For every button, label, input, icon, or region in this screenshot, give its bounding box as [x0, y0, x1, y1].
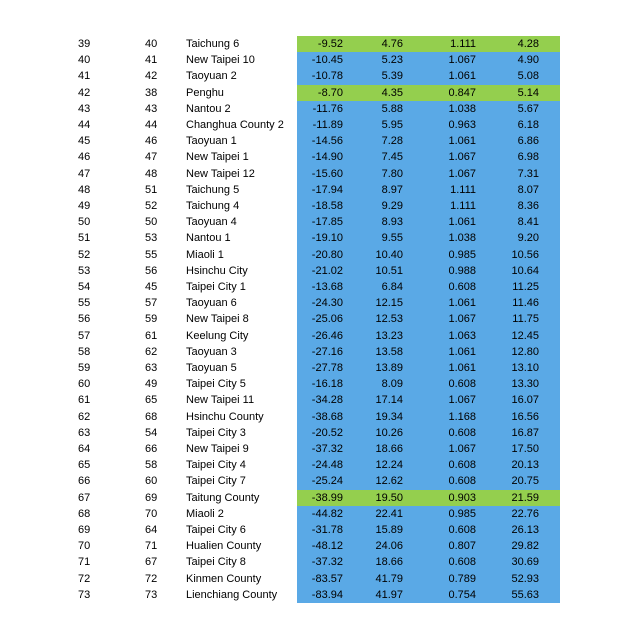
table-row — [0, 68, 620, 84]
value3-cell: 1.067 — [448, 167, 476, 180]
previous-rank-cell: 57 — [145, 297, 158, 310]
previous-rank-cell: 73 — [145, 588, 158, 601]
value1-cell: -83.57 — [311, 572, 343, 585]
previous-rank-cell: 63 — [145, 362, 158, 374]
district-name-cell: Taipei City 6 — [186, 524, 246, 536]
value1-cell: -20.80 — [311, 248, 343, 261]
district-name-cell: New Taipei 1 — [186, 151, 249, 164]
value1-cell: -44.82 — [311, 507, 343, 520]
table-row — [0, 166, 620, 182]
value2-cell: 19.34 — [375, 410, 403, 423]
value1-cell: -10.45 — [311, 54, 343, 67]
value3-cell: 0.608 — [448, 556, 476, 569]
table-row — [0, 149, 620, 165]
value4-cell: 17.50 — [511, 443, 539, 455]
value3-cell: 1.067 — [448, 443, 476, 455]
rank-cell: 58 — [78, 345, 91, 358]
rank-cell: 49 — [78, 200, 91, 212]
rank-cell: 68 — [78, 507, 91, 520]
previous-rank-cell: 46 — [145, 135, 158, 148]
table-row — [0, 133, 620, 149]
table-row — [0, 409, 620, 425]
value3-cell: 0.985 — [448, 248, 476, 261]
district-name-cell: Miaoli 1 — [186, 248, 224, 261]
rank-cell: 57 — [78, 329, 91, 342]
value2-cell: 7.28 — [381, 135, 403, 148]
table-row — [0, 344, 620, 360]
value3-cell: 1.067 — [448, 394, 476, 407]
value4-cell: 21.59 — [511, 491, 539, 504]
value3-cell: 0.963 — [448, 119, 476, 131]
table-row — [0, 490, 620, 506]
table-row — [0, 295, 620, 311]
rank-cell: 56 — [78, 313, 91, 326]
rank-cell: 73 — [78, 588, 91, 601]
value4-cell: 10.56 — [511, 248, 539, 261]
value3-cell: 1.061 — [448, 70, 476, 83]
rank-cell: 52 — [78, 248, 91, 261]
rank-cell: 59 — [78, 362, 91, 374]
previous-rank-cell: 60 — [145, 475, 158, 488]
value4-cell: 12.80 — [511, 345, 539, 358]
value4-cell: 55.63 — [511, 588, 539, 601]
value2-cell: 8.93 — [381, 216, 403, 229]
table-row — [0, 311, 620, 327]
district-name-cell: Taoyuan 6 — [186, 297, 237, 310]
value2-cell: 10.51 — [375, 264, 403, 277]
rank-cell: 53 — [78, 264, 91, 277]
value4-cell: 11.25 — [512, 281, 539, 293]
table-row — [0, 441, 620, 457]
district-name-cell: Hsinchu County — [186, 410, 264, 423]
value3-cell: 1.061 — [448, 135, 476, 148]
district-name-cell: Taichung 4 — [186, 200, 240, 212]
rank-cell: 61 — [78, 394, 91, 407]
table-row — [0, 554, 620, 570]
value1-cell: -25.06 — [311, 313, 343, 326]
value3-cell: 1.067 — [448, 313, 476, 326]
value4-cell: 8.41 — [517, 216, 539, 229]
table-row — [0, 506, 620, 522]
value4-cell: 13.10 — [511, 362, 539, 374]
value3-cell: 0.903 — [448, 491, 476, 504]
value1-cell: -24.30 — [311, 297, 343, 310]
table-row — [0, 36, 620, 52]
district-name-cell: Nantou 2 — [186, 102, 231, 115]
value1-cell: -20.52 — [311, 426, 343, 439]
value1-cell: -9.52 — [317, 38, 343, 50]
previous-rank-cell: 58 — [145, 459, 158, 472]
table-row — [0, 587, 620, 603]
rank-cell: 60 — [78, 378, 91, 391]
value1-cell: -31.78 — [311, 524, 343, 536]
value3-cell: 0.985 — [448, 507, 476, 520]
rank-cell: 46 — [78, 151, 91, 164]
previous-rank-cell: 68 — [145, 410, 158, 423]
value4-cell: 6.86 — [517, 135, 539, 148]
value4-cell: 8.07 — [517, 183, 539, 196]
rank-cell: 65 — [78, 459, 91, 472]
previous-rank-cell: 48 — [145, 167, 158, 180]
value2-cell: 12.15 — [375, 297, 403, 310]
value2-cell: 22.41 — [375, 507, 403, 520]
value2-cell: 18.66 — [375, 556, 403, 569]
value2-cell: 10.26 — [375, 426, 403, 439]
table-row — [0, 198, 620, 214]
value2-cell: 5.39 — [381, 70, 403, 83]
rank-cell: 43 — [78, 102, 91, 115]
rank-cell: 69 — [78, 524, 91, 536]
value3-cell: 0.608 — [448, 524, 476, 536]
value1-cell: -38.68 — [311, 410, 343, 423]
value4-cell: 30.69 — [511, 556, 539, 569]
value4-cell: 6.98 — [517, 151, 539, 164]
table-row — [0, 328, 620, 344]
table-row — [0, 392, 620, 408]
district-name-cell: Kinmen County — [186, 572, 262, 585]
value3-cell: 1.111 — [450, 38, 476, 50]
previous-rank-cell: 40 — [145, 38, 158, 50]
district-name-cell: Taipei City 8 — [186, 556, 246, 569]
value3-cell: 1.061 — [448, 362, 476, 374]
value2-cell: 7.80 — [381, 167, 403, 180]
rank-cell: 62 — [78, 410, 91, 423]
value4-cell: 4.90 — [517, 54, 539, 67]
value4-cell: 20.75 — [511, 475, 539, 488]
value4-cell: 22.76 — [511, 507, 539, 520]
value2-cell: 24.06 — [375, 540, 403, 553]
value1-cell: -8.70 — [317, 86, 343, 99]
previous-rank-cell: 45 — [145, 281, 158, 293]
previous-rank-cell: 62 — [145, 345, 158, 358]
rank-cell: 40 — [78, 54, 91, 67]
district-name-cell: Taoyuan 3 — [186, 345, 237, 358]
table-row — [0, 182, 620, 198]
rank-cell: 66 — [78, 475, 91, 488]
district-name-cell: Hsinchu City — [186, 264, 248, 277]
value1-cell: -25.24 — [311, 475, 343, 488]
previous-rank-cell: 72 — [145, 572, 158, 585]
value1-cell: -11.89 — [312, 119, 343, 131]
value4-cell: 5.67 — [517, 102, 539, 115]
value4-cell: 52.93 — [511, 572, 539, 585]
previous-rank-cell: 67 — [145, 556, 158, 569]
previous-rank-cell: 59 — [145, 313, 158, 326]
table-row — [0, 473, 620, 489]
value4-cell: 20.13 — [511, 459, 539, 472]
rank-cell: 63 — [78, 426, 91, 439]
district-name-cell: Taichung 5 — [186, 183, 240, 196]
value2-cell: 41.97 — [375, 588, 403, 601]
district-name-cell: Taipei City 3 — [186, 426, 246, 439]
district-name-cell: Hualien County — [186, 540, 262, 553]
previous-rank-cell: 42 — [145, 70, 158, 83]
district-name-cell: Nantou 1 — [186, 232, 231, 245]
value4-cell: 5.08 — [517, 70, 539, 83]
rank-cell: 47 — [78, 167, 91, 180]
table-row — [0, 522, 620, 538]
value2-cell: 18.66 — [375, 443, 403, 455]
table-row — [0, 247, 620, 263]
district-name-cell: Taipei City 4 — [186, 459, 246, 472]
value1-cell: -26.46 — [311, 329, 343, 342]
value1-cell: -13.68 — [311, 281, 343, 293]
value1-cell: -27.78 — [311, 362, 343, 374]
value2-cell: 15.89 — [375, 524, 403, 536]
value3-cell: 1.168 — [448, 410, 476, 423]
value3-cell: 1.038 — [448, 232, 476, 245]
previous-rank-cell: 44 — [145, 119, 158, 131]
value3-cell: 1.061 — [448, 345, 476, 358]
value2-cell: 13.58 — [375, 345, 403, 358]
district-name-cell: Taoyuan 1 — [186, 135, 237, 148]
district-name-cell: Taipei City 1 — [186, 281, 246, 293]
value2-cell: 12.62 — [375, 475, 403, 488]
value2-cell: 4.76 — [381, 38, 403, 50]
value2-cell: 13.23 — [375, 329, 403, 342]
value1-cell: -10.78 — [311, 70, 343, 83]
previous-rank-cell: 55 — [145, 248, 158, 261]
previous-rank-cell: 41 — [145, 54, 158, 67]
previous-rank-cell: 71 — [145, 540, 158, 553]
value4-cell: 16.56 — [511, 410, 539, 423]
district-name-cell: New Taipei 11 — [186, 394, 255, 407]
rank-cell: 48 — [78, 183, 91, 196]
district-name-cell: Taoyuan 5 — [186, 362, 237, 374]
value4-cell: 29.82 — [511, 540, 539, 553]
district-name-cell: Taoyuan 4 — [186, 216, 237, 229]
district-name-cell: Penghu — [186, 86, 224, 99]
value4-cell: 5.14 — [517, 86, 539, 99]
district-name-cell: New Taipei 9 — [186, 443, 249, 455]
value3-cell: 0.807 — [448, 540, 476, 553]
previous-rank-cell: 61 — [145, 329, 158, 342]
value3-cell: 0.754 — [448, 588, 476, 601]
value1-cell: -37.32 — [311, 556, 343, 569]
previous-rank-cell: 50 — [145, 216, 158, 229]
rank-cell: 70 — [78, 540, 91, 553]
table-row — [0, 457, 620, 473]
table-row — [0, 360, 620, 376]
rank-cell: 42 — [78, 86, 91, 99]
value1-cell: -11.76 — [312, 102, 343, 115]
table-row — [0, 85, 620, 101]
value2-cell: 13.89 — [375, 362, 403, 374]
rank-cell: 67 — [78, 491, 91, 504]
value4-cell: 10.64 — [511, 264, 539, 277]
value3-cell: 0.608 — [448, 281, 476, 293]
value1-cell: -21.02 — [311, 264, 343, 277]
value2-cell: 6.84 — [381, 281, 403, 293]
table-row — [0, 52, 620, 68]
value2-cell: 9.29 — [381, 200, 403, 212]
rank-cell: 44 — [78, 119, 91, 131]
value2-cell: 12.53 — [375, 313, 403, 326]
value1-cell: -17.94 — [311, 183, 343, 196]
rank-cell: 50 — [78, 216, 91, 229]
value2-cell: 5.88 — [381, 102, 403, 115]
value2-cell: 4.35 — [381, 86, 403, 99]
value4-cell: 9.20 — [517, 232, 539, 245]
value4-cell: 11.75 — [512, 313, 539, 326]
previous-rank-cell: 49 — [145, 378, 158, 391]
value1-cell: -16.18 — [311, 378, 343, 391]
value3-cell: 1.061 — [448, 216, 476, 229]
rank-cell: 71 — [78, 556, 91, 569]
value4-cell: 4.28 — [517, 38, 539, 50]
value2-cell: 10.40 — [375, 248, 403, 261]
value2-cell: 19.50 — [375, 491, 403, 504]
district-name-cell: New Taipei 8 — [186, 313, 249, 326]
table-row — [0, 230, 620, 246]
previous-rank-cell: 56 — [145, 264, 158, 277]
district-name-cell: Taitung County — [186, 491, 260, 504]
value4-cell: 26.13 — [511, 524, 539, 536]
district-name-cell: Lienchiang County — [186, 588, 278, 601]
value1-cell: -48.12 — [311, 540, 343, 553]
previous-rank-cell: 70 — [145, 507, 158, 520]
value4-cell: 16.07 — [511, 394, 539, 407]
value2-cell: 7.45 — [381, 151, 403, 164]
value3-cell: 0.608 — [448, 426, 476, 439]
previous-rank-cell: 47 — [145, 151, 158, 164]
value2-cell: 17.14 — [375, 394, 403, 407]
table-row — [0, 263, 620, 279]
value1-cell: -14.56 — [311, 135, 343, 148]
value2-cell: 41.79 — [375, 572, 403, 585]
previous-rank-cell: 52 — [145, 200, 158, 212]
value1-cell: -15.60 — [311, 167, 343, 180]
value1-cell: -37.32 — [311, 443, 343, 455]
previous-rank-cell: 69 — [145, 491, 158, 504]
value1-cell: -14.90 — [311, 151, 343, 164]
rank-cell: 51 — [78, 232, 91, 245]
value2-cell: 8.97 — [381, 183, 403, 196]
table-row — [0, 538, 620, 554]
table-row — [0, 376, 620, 392]
value2-cell: 12.24 — [375, 459, 403, 472]
district-name-cell: Taichung 6 — [186, 38, 240, 50]
value3-cell: 0.608 — [448, 475, 476, 488]
value1-cell: -17.85 — [311, 216, 343, 229]
value3-cell: 1.061 — [448, 297, 476, 310]
district-name-cell: New Taipei 10 — [186, 54, 255, 67]
value4-cell: 13.30 — [511, 378, 539, 391]
district-name-cell: Keelung City — [186, 329, 249, 342]
value2-cell: 5.95 — [381, 119, 403, 131]
value1-cell: -24.48 — [311, 459, 343, 472]
previous-rank-cell: 51 — [145, 183, 158, 196]
rank-cell: 45 — [78, 135, 91, 148]
value2-cell: 5.23 — [381, 54, 403, 67]
previous-rank-cell: 43 — [145, 102, 158, 115]
rank-cell: 54 — [78, 281, 91, 293]
rank-cell: 55 — [78, 297, 91, 310]
value3-cell: 1.067 — [448, 54, 476, 67]
district-name-cell: New Taipei 12 — [186, 167, 255, 180]
table-row — [0, 571, 620, 587]
previous-rank-cell: 65 — [145, 394, 158, 407]
table-row — [0, 279, 620, 295]
value3-cell: 1.063 — [448, 329, 476, 342]
district-name-cell: Taipei City 7 — [186, 475, 246, 488]
value3-cell: 1.111 — [450, 183, 476, 196]
value1-cell: -18.58 — [311, 200, 343, 212]
value1-cell: -83.94 — [311, 588, 343, 601]
value4-cell: 12.45 — [511, 329, 539, 342]
previous-rank-cell: 54 — [145, 426, 158, 439]
value3-cell: 0.608 — [448, 378, 476, 391]
value1-cell: -27.16 — [311, 345, 343, 358]
table-row — [0, 214, 620, 230]
value3-cell: 0.608 — [448, 459, 476, 472]
value1-cell: -34.28 — [311, 394, 343, 407]
value4-cell: 7.31 — [517, 167, 539, 180]
previous-rank-cell: 64 — [145, 524, 158, 536]
table-row — [0, 425, 620, 441]
district-name-cell: Changhua County 2 — [186, 119, 284, 131]
value3-cell: 1.111 — [450, 200, 476, 212]
previous-rank-cell: 53 — [145, 232, 158, 245]
rank-cell: 39 — [78, 38, 91, 50]
value4-cell: 16.87 — [511, 426, 539, 439]
rank-cell: 72 — [78, 572, 91, 585]
previous-rank-cell: 66 — [145, 443, 158, 455]
table-row — [0, 101, 620, 117]
district-name-cell: Miaoli 2 — [186, 507, 224, 520]
value2-cell: 8.09 — [381, 378, 403, 391]
district-name-cell: Taipei City 5 — [186, 378, 246, 391]
value2-cell: 9.55 — [381, 232, 403, 245]
previous-rank-cell: 38 — [145, 86, 158, 99]
district-name-cell: Taoyuan 2 — [186, 70, 237, 83]
table-row — [0, 117, 620, 133]
value3-cell: 0.847 — [448, 86, 476, 99]
value3-cell: 0.988 — [448, 264, 476, 277]
value3-cell: 0.789 — [448, 572, 476, 585]
rank-cell: 64 — [78, 443, 91, 455]
rank-cell: 41 — [78, 70, 91, 83]
value3-cell: 1.038 — [448, 102, 476, 115]
value4-cell: 6.18 — [517, 119, 539, 131]
value1-cell: -19.10 — [311, 232, 343, 245]
value4-cell: 11.46 — [512, 297, 539, 310]
value3-cell: 1.067 — [448, 151, 476, 164]
value1-cell: -38.99 — [311, 491, 343, 504]
value4-cell: 8.36 — [517, 200, 539, 212]
